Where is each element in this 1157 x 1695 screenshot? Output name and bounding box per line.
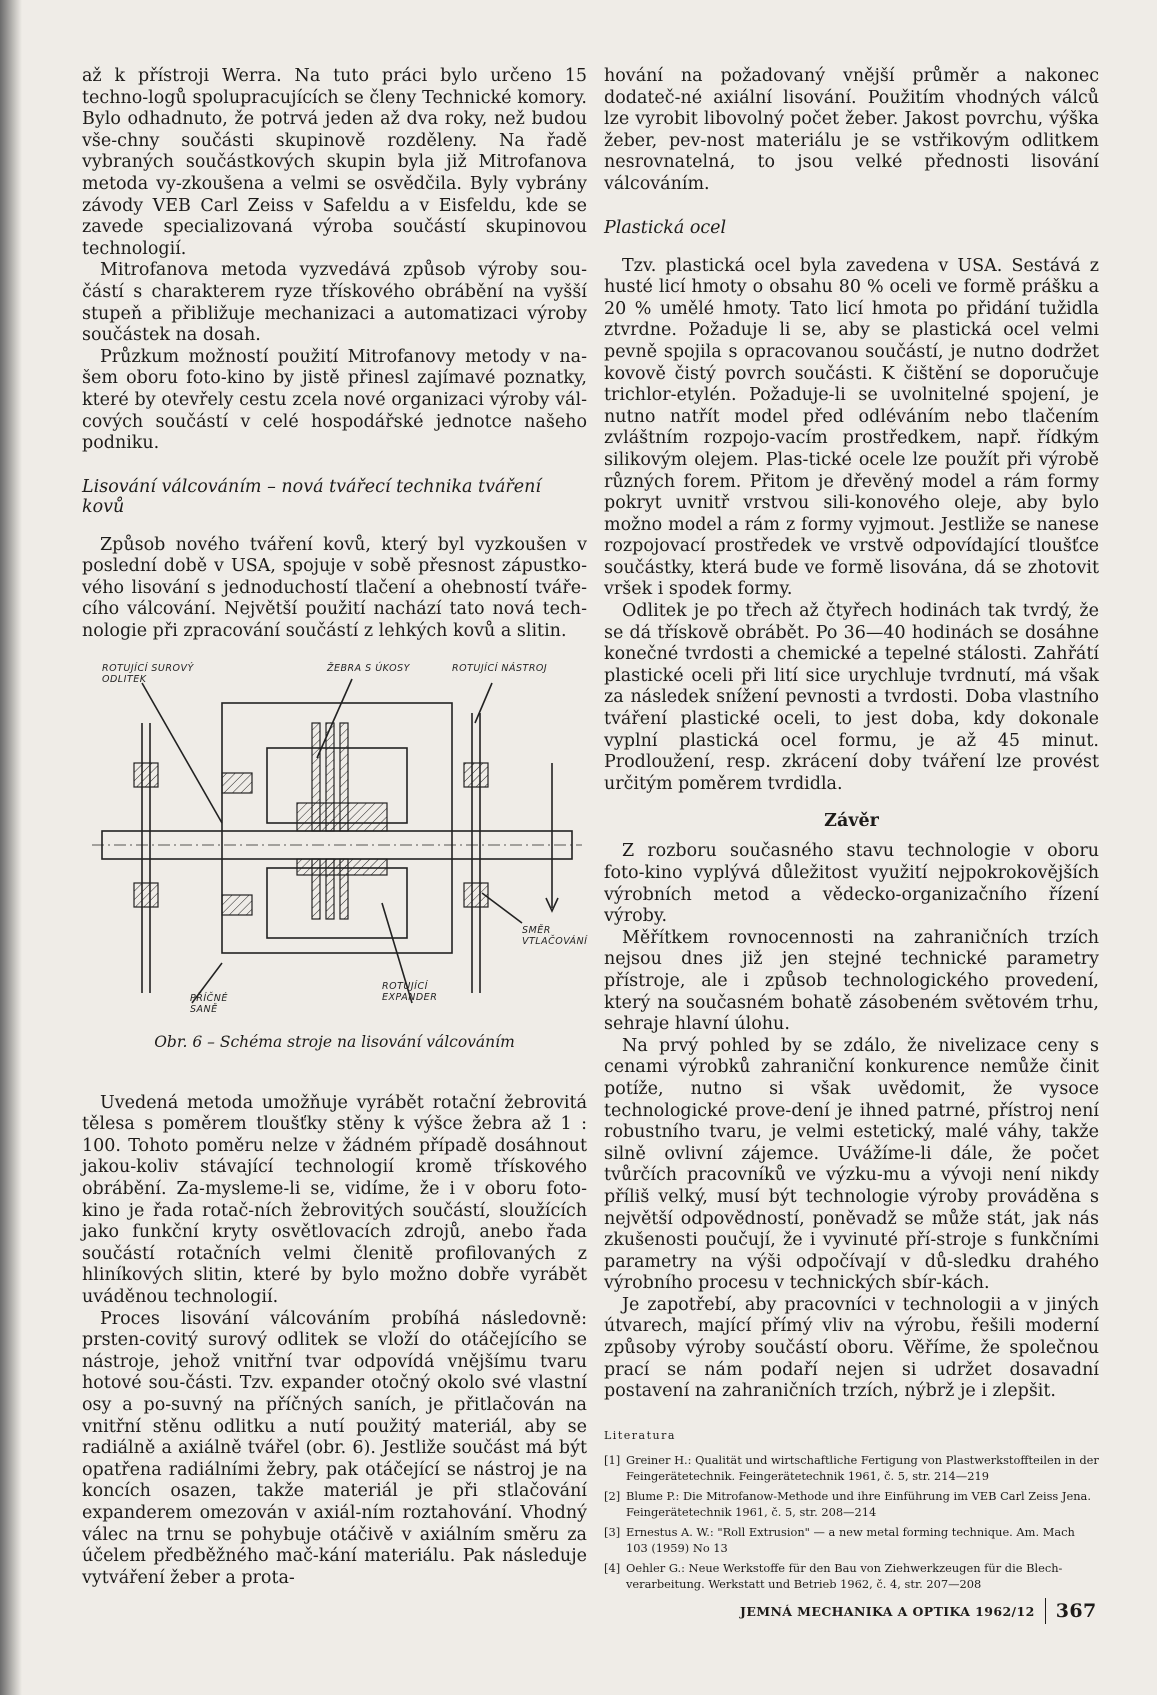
page-footer <box>740 1598 1097 1624</box>
paragraph: Na prvý pohled by se zdálo, že nivelizace ceny s cenami výrobků zahraniční konkurence nemůže činit potíže, nutno si však uvědomit, že vysoce technologické prove-dení je ihned patrné, přístroj není robustního tvaru, je velmi estetický, malé váhy, takže silně ovlivní zájemce. Uvážíme-li dále, že počet tvůrčích pracovníků ve výzku-mu a vývoji není nikdy příliš velký, musí být technologie výroby prováděna s největší odpovědností, poněvadž se může stát, jak nás zkušenosti poučují, že i vyvinuté pří-stroje s funkčními parametry na výši odpočívají v dů-sledku drahého výrobního procesu v technických sbír-kách. <box>604 1035 1099 1294</box>
reference-text: Ernestus A. W.: "Roll Extrusion" — a new metal forming technique. Am. Mach 103 (1959) No 13 <box>626 1524 1075 1555</box>
reference-item <box>604 1560 1099 1592</box>
page-number: 367 <box>1055 1600 1097 1622</box>
paragraph: Odlitek je po třech až čtyřech hodinách tak tvrdý, že se dá třískově obrábět. Po 36—40 hodinách se dosáhne konečné tvrdosti a chemické a tepelné stálosti. Zahřátí plastické oceli při lití sice urychluje tvrdnutí, má však za následek snížení pevnosti a tvrdosti. Doba vlastního tváření plastické oceli, to jest doba, kdy dokonale vyplní plastická ocel formu, je až 45 minut. Prodloužení, resp. zkrácení doby tváření lze provést určitým poměrem tvrdidla. <box>604 601 1099 794</box>
reference-number: [3] <box>604 1524 621 1539</box>
figure-machine-schematic <box>82 663 587 1093</box>
reference-item <box>604 1488 1099 1520</box>
label-rotating-blank: ROTUJÍCÍ SUROVÝ ODLITEK <box>102 662 194 685</box>
reference-number: [4] <box>604 1560 621 1575</box>
reference-text: Oehler G.: Neue Werkstoffe für den Bau von Ziehwerkzeugen für die Blech-verarbeitung. Werkstatt und Betrieb 1962, č. 4, str. 207—208 <box>626 1560 1063 1591</box>
section-title: Plastická ocel <box>604 217 727 238</box>
paragraph: Tzv. plastická ocel byla zavedena v USA. Sestává z husté licí hmoty o obsahu 80 % oceli ve formě prášku a 20 % umělé hmoty. Tato licí hmota po přidání tužidla ztvrdne. Požaduje li se, aby se plastická ocel velmi pevně spojila s opracovanou součástí, je nutno dodržet kovově čistý povrch součásti. K čištění se doporučuje trichlor-etylén. Požaduje-li se uvolnitelné spojení, je nutno natřít model před odléváním nebo tlačením zvláštním rozpojo-vacím prostředkem, např. řídkým silikovým olejem. Plas-tické ocele lze použít při výrobě různých forem. Přitom je dřevěný model a rám formy pokryt uvnitř vrstvou sili-konového oleje, aby bylo možno model a rám z formy vyjmout. Jestliže se nanese rozpojovací prostředek ve vrstvě odpovídající tloušťce součástky, která bude ve formě lisována, dá se zhotovit vršek i spodek formy. <box>604 255 1099 600</box>
reference-item <box>604 1452 1099 1484</box>
left-column <box>82 66 587 1589</box>
journal-name: JEMNÁ MECHANIKA A OPTIKA 1962/12 <box>740 1603 1035 1619</box>
literature-title: Literatura <box>604 1428 676 1442</box>
conclusion-title: Závěr <box>824 811 879 832</box>
page-shadow-edge <box>0 0 22 1695</box>
reference-number: [2] <box>604 1488 621 1503</box>
paragraph: Z rozboru současného stavu technologie v oboru foto-kino vyplývá důležitost využití nejpokrokovějších výrobních metod a vědecko-organizačního řízení výroby. <box>604 841 1099 927</box>
reference-item <box>604 1524 1099 1556</box>
reference-text: Blume P.: Die Mitrofanow-Methode und ihre Einführung im VEB Carl Zeiss Jena. Feingerätetechnik 1961, č. 5, str. 208—214 <box>626 1488 1091 1519</box>
paragraph: hování na požadovaný vnější průměr a nakonec dodateč-né axiální lisování. Použitím vhodných válců lze vyrobit libovolný počet žeber. Jakost povrchu, výška žeber, pev-nost materiálu je se vstřikovým odlitkem nesrovnatelná, to jsou velké přednosti lisování válcováním. <box>604 66 1099 194</box>
paragraph: Uvedená metoda umožňuje vyrábět rotační žebrovitá tělesa s poměrem tloušťky stěny k výšce žebra až 1 : 100. Tohoto poměru nelze v žádném případě dosáhnout jakou-koliv stávající technologií kromě třískového obrábění. Za-mysleme-li se, vidíme, že i v oboru foto-kino je řada rotač-ních žebrovitých součástí, sloužících jako funkční kryty osvětlovacích zdrojů, anebo řada součástí rotačních velmi členitě profilovaných z hliníkových slitin, které by bylo možno dobře vyrábět uváděnou technologií. <box>82 1092 587 1307</box>
paragraph: Způsob nového tváření kovů, který byl vyzkoušen v poslední době v USA, spojuje v sobě přesnost zápustko-vého lisování s jednoduchostí tlačení a ohebností tváře-cího válcování. Největší použití nachází tato nová tech-nologie při zpracování součástí z lehkých kovů a slitin. <box>82 534 587 642</box>
paragraph: Měřítkem rovnocennosti na zahraničních trzích nejsou dnes již jen stejné technické parametry přístroje, ale i způsob technologického provedení, který na současném bohatě zásobeném světovém trhu, sehraje hlavní úlohu. <box>604 927 1099 1035</box>
label-direction: SMĚR VTLAČOVÁNÍ <box>522 924 588 947</box>
paragraph: Průzkum možností použití Mitrofanovy metody v na-šem oboru foto-kino by jistě přinesl zajímavé poznatky, které by otevřely cestu zcela nové organizaci výroby vál-cových součástí v celé hospodářské jednotce našeho podniku. <box>82 346 587 454</box>
paragraph: Mitrofanova metoda vyzvedává způsob výroby sou-částí s charakterem ryze třískového obrábění na vyšší stupeň a přibližuje mechanizaci a automatizaci výroby součástek na dosah. <box>82 260 587 346</box>
figure-caption: Obr. 6 – Schéma stroje na lisování válcováním <box>154 1032 515 1051</box>
schematic-drawing <box>82 663 587 1023</box>
label-cross-slide: PŘÍČNÉ SANĚ <box>190 992 228 1015</box>
reference-text: Greiner H.: Qualität und wirtschaftliche Fertigung von Plastwerkstoffteilen in der Feingerätetechnik. Feingerätetechnik 1961, č. 5, str. 214—219 <box>626 1452 1099 1483</box>
paragraph: Je zapotřebí, aby pracovníci v technologii a v jiných útvarech, mající přímý vliv na výrobu, řešili moderní způsoby výroby součástí oboru. Věříme, že společnou prací se nám podaří nejen si udržet dosavadní postavení na zahraničních trzích, nýbrž je i zlepšit. <box>604 1294 1099 1402</box>
paragraph: Proces lisování válcováním probíhá následovně: prsten-covitý surový odlitek se vloží do otáčejícího se nástroje, jehož vnitřní tvar odpovídá vnějšímu tvaru hotové sou-části. Tzv. expander otočný okolo své vlastní osy a po-suvný na příčných saních, je přitlačován na vnitřní stěnu odlitku a nutí použitý materiál, aby se radiálně a axiálně tvářel (obr. 6). Jestliže součást má být opatřena radiálními žebry, pak otáčející se nástroj je na koncích osazen, takže materiál je při stlačování expanderem omezován v axiál-ním roztahování. Vhodný válec na trnu se pohybuje otáčivě v axiálním směru za účelem předběžného mač-kání materiálu. Pak následuje vytváření žeber a prota- <box>82 1308 587 1588</box>
section-title: Lisování válcováním – nová tvářecí technika tváření kovů <box>82 476 541 517</box>
reference-number: [1] <box>604 1452 621 1467</box>
right-column <box>604 66 1099 1596</box>
label-ribs: ŽEBRA S ÚKOSY <box>327 662 410 674</box>
footer-divider <box>1045 1598 1046 1624</box>
paragraph: až k přístroji Werra. Na tuto práci bylo určeno 15 techno-logů spolupracujících se členy Technické komory. Bylo odhadnuto, že potrvá jeden až dva roky, než budou vše-chny součásti skupinově rozděleny. Na řadě vybraných součástkových skupin byla již Mitrofanova metoda vy-zkoušena a velmi se osvědčila. Byly vybrány závody VEB Carl Zeiss v Safeldu a v Eisfeldu, kde se zavede specializovaná výroba součástí skupinovou technologií. <box>82 66 587 259</box>
reference-list <box>604 1452 1099 1592</box>
label-expander: ROTUJÍCÍ EXPANDER <box>382 980 438 1003</box>
label-rotating-tool: ROTUJÍCÍ NÁSTROJ <box>452 662 548 674</box>
